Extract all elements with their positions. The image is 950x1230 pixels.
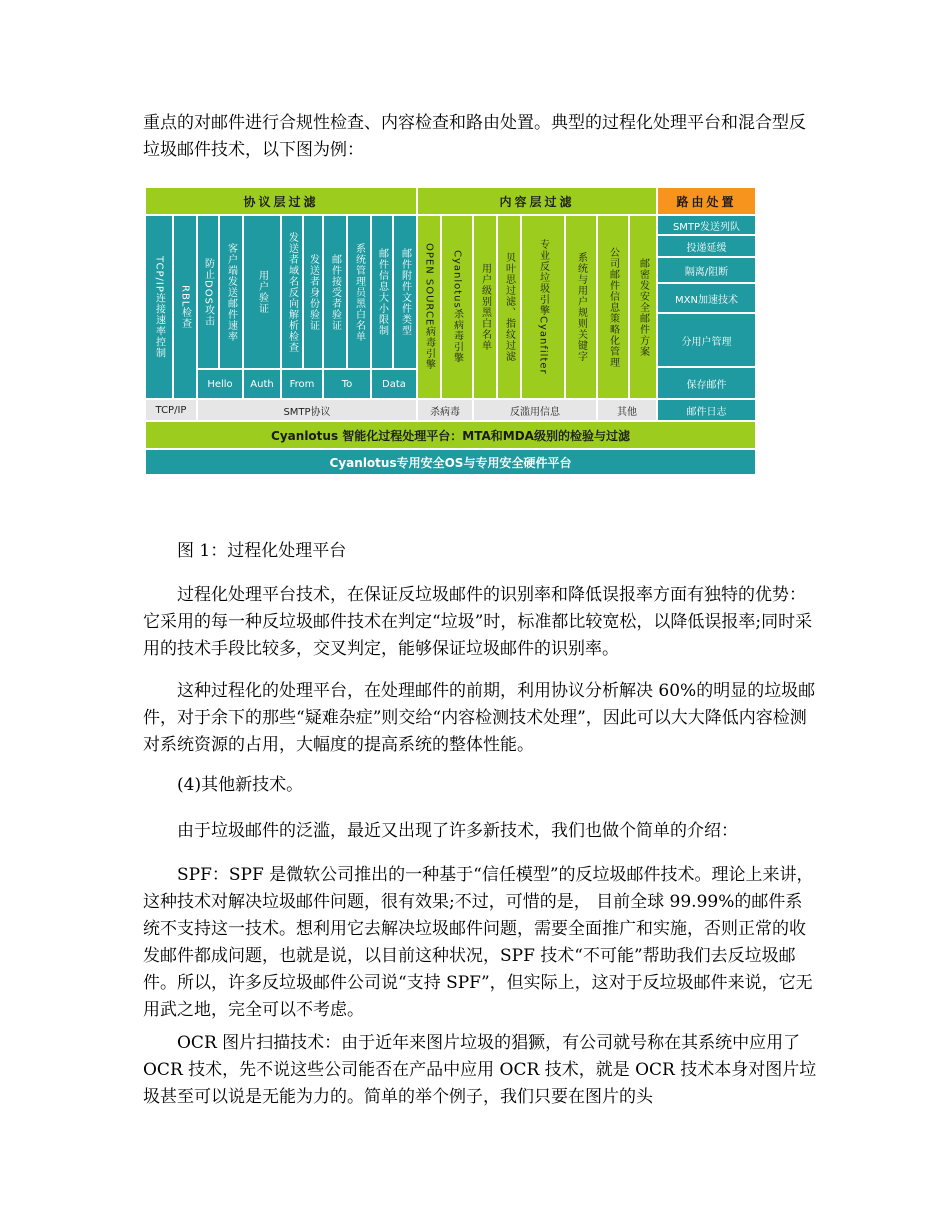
mail-log-cell: 邮件日志	[657, 399, 756, 421]
cyanlotus-antivirus-column: Cyanlotus杀病毒引擎	[441, 215, 473, 399]
process-platform-diagram	[145, 187, 756, 475]
policy-management-column: 公司邮件信息策略化管理	[597, 215, 629, 399]
user-blackwhite-list-column: 用户级别黑白名单	[473, 215, 497, 399]
section-heading-new-tech: (4)其他新技术。	[177, 775, 304, 795]
cyanfilter-engine-column: 专业反垃圾引擎Cyanfilter	[521, 215, 565, 399]
tcpip-label-cell: TCP/IP	[145, 399, 197, 421]
paragraph-process-advantages: 过程化处理平台技术，在保证反垃圾邮件的识别率和降低误报率方面有独特的优势： 它采用的每一种反垃圾邮件技术在判定“垃圾”时，标准都比较宽松，以降低误报率;同时采用的技术手段比较多，交叉判定，能够保证垃圾邮件的识别率。	[143, 585, 813, 659]
mail-size-limit-column: 邮件信息大小限制	[371, 215, 393, 369]
smtp-hello-cell: Hello	[197, 369, 243, 399]
paragraph-new-tech-intro: 由于垃圾邮件的泛滥，最近又出现了许多新技术，我们也做个简单的介绍：	[177, 821, 738, 841]
smtp-send-queue-cell: SMTP发送列队	[657, 215, 756, 235]
isolate-block-cell: 隔离/阻断	[657, 257, 756, 283]
opensource-virus-engine-column: OPEN SOURCE病毒引擎	[417, 215, 441, 399]
paragraph-ocr: OCR 图片扫描技术：由于近年来图片垃圾的猖獗，有公司就号称在其系统中应用了 OCR 技术，先不说这些公司能否在产品中应用 OCR 技术，就是 OCR 技术本身对图片垃圾甚至可以说是无能为力的。简单的举个例子，我们只要在图片的头	[143, 1033, 817, 1107]
content-filter-header: 内容层过滤	[417, 187, 657, 215]
attachment-type-column: 邮件附件文件类型	[393, 215, 417, 369]
figure-caption: 图 1：过程化处理平台	[177, 541, 347, 561]
antispam-label-cell: 反滥用信息	[473, 399, 597, 421]
routing-header: 路由处置	[657, 187, 756, 215]
per-user-management-cell: 分用户管理	[657, 313, 756, 367]
smtp-data-cell: Data	[371, 369, 417, 399]
rule-keyword-column: 系统与用户规则关键字	[565, 215, 597, 399]
paragraph-spf: SPF：SPF 是微软公司推出的一种基于“信任模型”的反垃圾邮件技术。理论上来讲，这种技术对解决垃圾邮件问题，很有效果;不过，可惜的是， 目前全球 99.99%的邮件系统不支持这一技术。想利用它去解决垃圾邮件问题，需要全面推广和实施，否则正常的收发邮件都成问题，也就是说，以目前这种状况，SPF 技术“不可能”帮助我们去反垃圾邮件。所以，许多反垃圾邮件公司说“支持 SPF”，但实际上，这对于反垃圾邮件来说，它无用武之地，完全可以不考虑。	[143, 865, 814, 1020]
smtp-to-cell: To	[323, 369, 371, 399]
intro-paragraph: 重点的对邮件进行合规性检查、内容检查和路由处置。典型的过程化处理平台和混合型反垃圾邮件技术，以下图为例：	[143, 113, 806, 160]
bayes-fingerprint-column: 贝叶思过滤、指纹过滤	[497, 215, 521, 399]
mxn-accel-cell: MXN加速技术	[657, 283, 756, 313]
admin-blackwhite-list-column: 系统管理员黑白名单	[347, 215, 371, 369]
save-mail-cell: 保存邮件	[657, 367, 756, 399]
smtp-protocol-label-cell: SMTP协议	[197, 399, 417, 421]
anti-dos-column: 防止DOS攻击	[197, 215, 219, 369]
smtp-auth-cell: Auth	[243, 369, 281, 399]
recipient-verify-column: 邮件接受者验证	[323, 215, 347, 369]
sender-domain-reverse-column: 发送者域名反向解析检查	[281, 215, 303, 369]
tcpip-rate-control-column: TCP/IP连接速率控制	[145, 215, 173, 399]
delivery-delay-cell: 投递延缓	[657, 235, 756, 257]
antivirus-label-cell: 杀病毒	[417, 399, 473, 421]
other-label-cell: 其他	[597, 399, 657, 421]
smtp-from-cell: From	[281, 369, 323, 399]
paragraph-protocol-analysis: 这种过程化的处理平台，在处理邮件的前期，利用协议分析解决 60%的明显的垃圾邮件，对于余下的那些“疑难杂症”则交给“内容检测技术处理”，因此可以大大降低内容检测对系统资源的占用，大幅度的提高系统的整体性能。	[143, 681, 816, 755]
rbl-check-column: RBL检查	[173, 215, 197, 399]
intelligent-platform-bar: Cyanlotus 智能化过程处理平台：MTA和MDA级别的检验与过滤	[145, 421, 756, 449]
user-auth-column: 用户验证	[243, 215, 281, 369]
sender-identity-column: 发送者身份验证	[303, 215, 323, 369]
protocol-filter-header: 协议层过滤	[145, 187, 417, 215]
client-send-rate-column: 客户端发送邮件速率	[219, 215, 243, 369]
secure-os-hardware-bar: Cyanlotus专用安全OS与专用安全硬件平台	[145, 449, 756, 475]
secure-mail-column: 邮密发安全邮件方案	[629, 215, 657, 399]
